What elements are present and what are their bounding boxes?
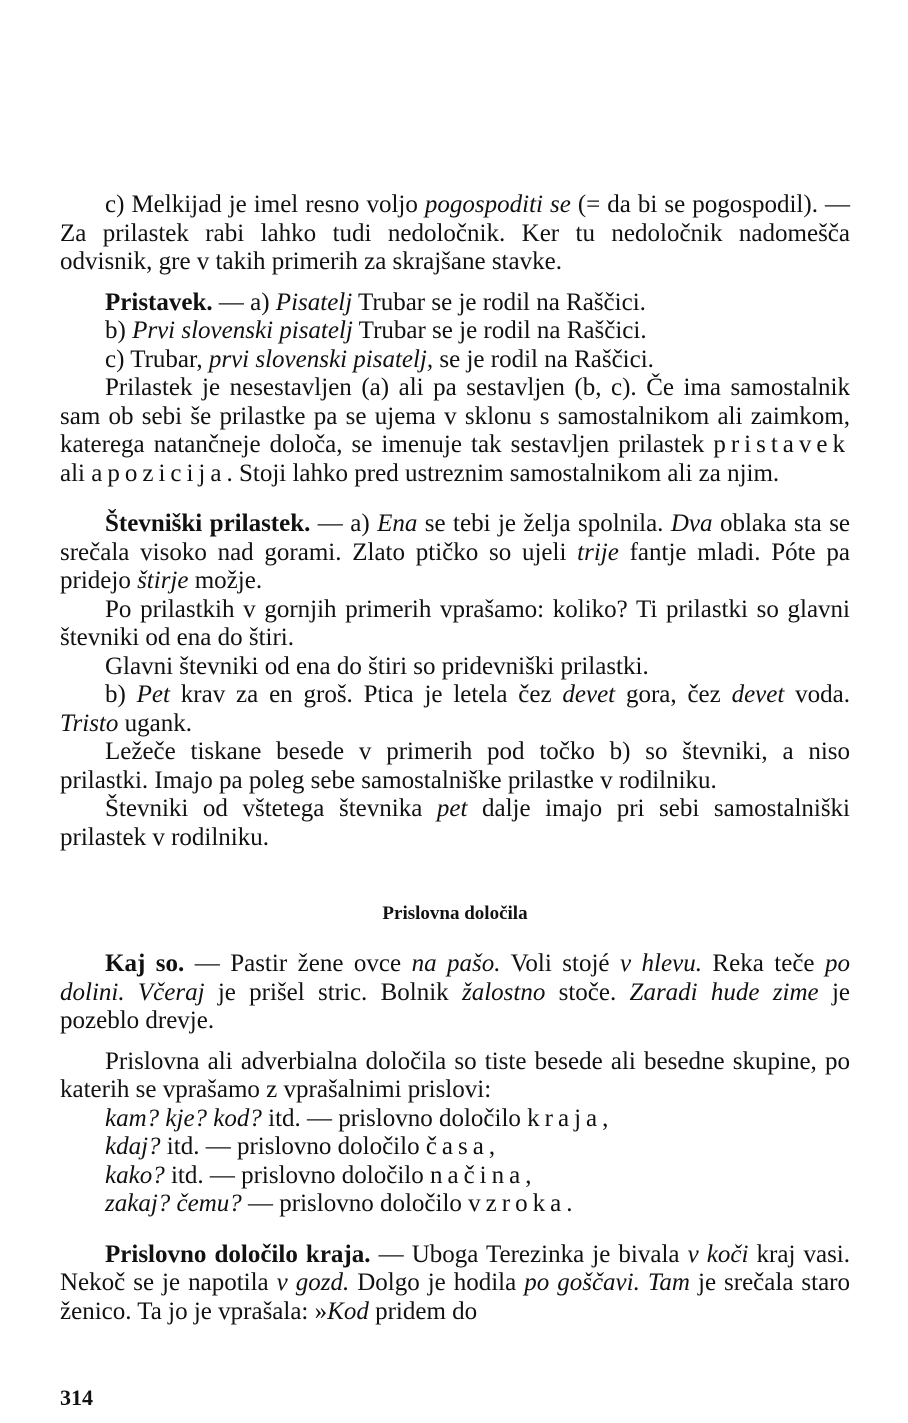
- emphasis-text: Pet: [136, 681, 170, 708]
- text: voda.: [784, 681, 850, 708]
- text: Prilastek je nesestavljen (a) ali pa sestavljen (b, c). Če ima samostalnik sam ob sebi še prilastke pa se ujema v sklonu s samostalnikom ali zaimkom, katerega natančneje določa, se imenuje tak sestavljen prilastek: [60, 374, 850, 458]
- text: dalje imajo pri sebi samostalniški prilastek v rodilniku.: [60, 795, 851, 851]
- paragraph-adverbial-intro: [60, 950, 850, 1036]
- paragraph-numeral-attribute: [60, 510, 850, 596]
- spaced-term: apozicija: [91, 459, 227, 487]
- text: Števniki od vštetega števnika: [105, 795, 437, 822]
- run-in-heading: Kaj so.: [105, 950, 185, 977]
- paragraph-apposition-explanation: [60, 374, 850, 488]
- text: možje.: [188, 567, 263, 594]
- text: . Stoji lahko pred ustreznim samostalnikom ali za njim.: [226, 459, 780, 487]
- run-in-heading: Števniški prilastek.: [105, 510, 311, 537]
- paragraph-adverbial-definition: Prislovna ali adverbialna določila so tiste besede ali besedne skupine, po katerih se vprašamo z vprašalnimi prislovi:: [60, 1047, 850, 1103]
- run-in-heading: Prislovno določilo kraja.: [105, 1240, 371, 1268]
- emphasis-text: štirje: [137, 567, 189, 594]
- text: pridem do: [368, 1297, 478, 1325]
- text: Trubar se je rodil na Raščici.: [352, 288, 646, 316]
- paragraph-place-adverbial: [60, 1241, 850, 1327]
- emphasis-text: Dva: [670, 510, 713, 537]
- text: ,: [602, 1104, 609, 1132]
- emphasis-text: Tristo: [60, 709, 119, 737]
- list-item: [105, 1162, 850, 1191]
- text: je prišel stric. Bolnik: [204, 978, 462, 1006]
- text: — a): [310, 510, 378, 537]
- question-word: kako?: [105, 1161, 165, 1189]
- text: ,: [525, 1161, 532, 1189]
- emphasis-text: v koči: [687, 1240, 749, 1268]
- run-in-heading: Pristavek.: [105, 288, 213, 316]
- text: oblaka sta se srečala visoko nad gorami. Zlato ptičko so ujeli: [60, 510, 851, 566]
- text: .: [566, 1190, 573, 1217]
- spaced-term: načina: [429, 1161, 526, 1189]
- text: itd. — prislovno določilo: [160, 1133, 426, 1160]
- emphasis-text: na pašo.: [411, 950, 501, 977]
- text: je pozeblo drevje.: [60, 978, 850, 1034]
- text: gora, čez: [615, 681, 732, 708]
- text: Voli stojé: [500, 950, 620, 977]
- page-body: [60, 191, 850, 1326]
- paragraph-numerals-five: [60, 795, 850, 852]
- text: (= da bi se pogospodil). — Za prilastek rabi lahko tudi nedoločnik. Ker tu nedoločnik nadomešča odvisnik, gre v takih primerih za skrajšane stavke.: [60, 191, 850, 275]
- text: itd. — prislovno določilo: [164, 1161, 430, 1189]
- text: ali: [60, 459, 92, 487]
- text: Trubar se je rodil na Raščici.: [352, 317, 647, 344]
- text: b): [105, 681, 137, 708]
- paragraph-explanation: Ležeče tiskane besede v primerih pod točko b) so števniki, a niso prilastki. Imajo pa poleg sebe samostalniške prilastke v rodilniku.: [60, 738, 850, 794]
- text: itd. — prislovno določilo: [261, 1104, 528, 1132]
- text: ugank.: [118, 709, 192, 737]
- emphasis-text: Ena: [377, 510, 418, 537]
- paragraph-question: Po prilastkih v gornjih primerih vprašamo: koliko? Ti prilastki so glavni števniki od ena do štiri.: [60, 595, 850, 651]
- emphasis-text: pogospoditi se: [424, 191, 571, 218]
- emphasis-text: po dolini. Včeraj: [60, 950, 850, 1006]
- question-word: kdaj?: [105, 1133, 161, 1160]
- text: kraj vasi. Nekoč se je napotila: [60, 1240, 851, 1296]
- paragraph-rule: Glavni števniki od ena do štiri so pridevniški prilastki.: [105, 652, 649, 680]
- paragraph-apposition-c: [60, 346, 850, 375]
- question-word: kam? kje? kod?: [105, 1104, 262, 1132]
- emphasis-text: Kod: [327, 1297, 369, 1325]
- text: stoče.: [545, 978, 630, 1006]
- paragraph-example-b: [60, 681, 850, 738]
- paragraph-apposition-b: [60, 317, 850, 346]
- emphasis-text: trije: [577, 538, 619, 566]
- text: Dolgo je hodila: [349, 1269, 525, 1296]
- text: — Uboga Terezinka je bivala: [370, 1240, 688, 1268]
- spaced-term: kraja: [527, 1104, 603, 1132]
- list-item: [105, 1190, 850, 1219]
- text: se je rodil na Raščici.: [433, 345, 654, 373]
- text: krav za en groš. Ptica je letela čez: [169, 681, 563, 708]
- paragraph-apposition-a: [60, 289, 850, 318]
- text: c) Trubar,: [105, 345, 209, 373]
- text: c) Melkijad je imel resno voljo: [105, 191, 425, 218]
- text: — prislovno določilo: [241, 1190, 469, 1217]
- emphasis-text: v gozd.: [276, 1269, 350, 1296]
- list-item: [105, 1105, 850, 1134]
- emphasis-text: po goščavi. Tam: [524, 1269, 690, 1296]
- emphasis-text: pet: [436, 795, 468, 822]
- emphasis-text: devet: [731, 681, 785, 708]
- list-item: [105, 1133, 850, 1162]
- emphasis-text: devet: [562, 681, 616, 708]
- emphasis-text: Pisatelj: [275, 288, 353, 316]
- emphasis-text: v hlevu.: [619, 950, 702, 977]
- text: fantje mladi. Póte pa pridejo: [60, 538, 850, 594]
- text: se tebi je želja spolnila.: [417, 510, 671, 537]
- text: b): [105, 317, 133, 344]
- emphasis-text: Zaradi hude zime: [629, 978, 819, 1006]
- emphasis-text: prvi slovenski pisatelj,: [208, 345, 434, 373]
- section-heading: Prislovna določila: [382, 903, 528, 924]
- emphasis-text: žalostno: [461, 978, 546, 1006]
- text: — Pastir žene ovce: [184, 950, 412, 977]
- paragraph-infinitive-attribute: [60, 191, 850, 277]
- text: je srečala staro ženico. Ta jo je vprašala: »: [60, 1269, 851, 1325]
- question-word: zakaj? čemu?: [105, 1190, 242, 1217]
- text: — a): [218, 288, 276, 316]
- spaced-term: časa: [425, 1133, 489, 1160]
- page-number: 314: [60, 1385, 93, 1410]
- question-list: [60, 1105, 850, 1219]
- text: ,: [488, 1133, 496, 1160]
- spaced-term: pristavek: [713, 431, 850, 458]
- text: Reka teče: [701, 950, 825, 977]
- emphasis-text: Prvi slovenski pisatelj: [132, 317, 353, 344]
- spaced-term: vzroka: [468, 1190, 567, 1217]
